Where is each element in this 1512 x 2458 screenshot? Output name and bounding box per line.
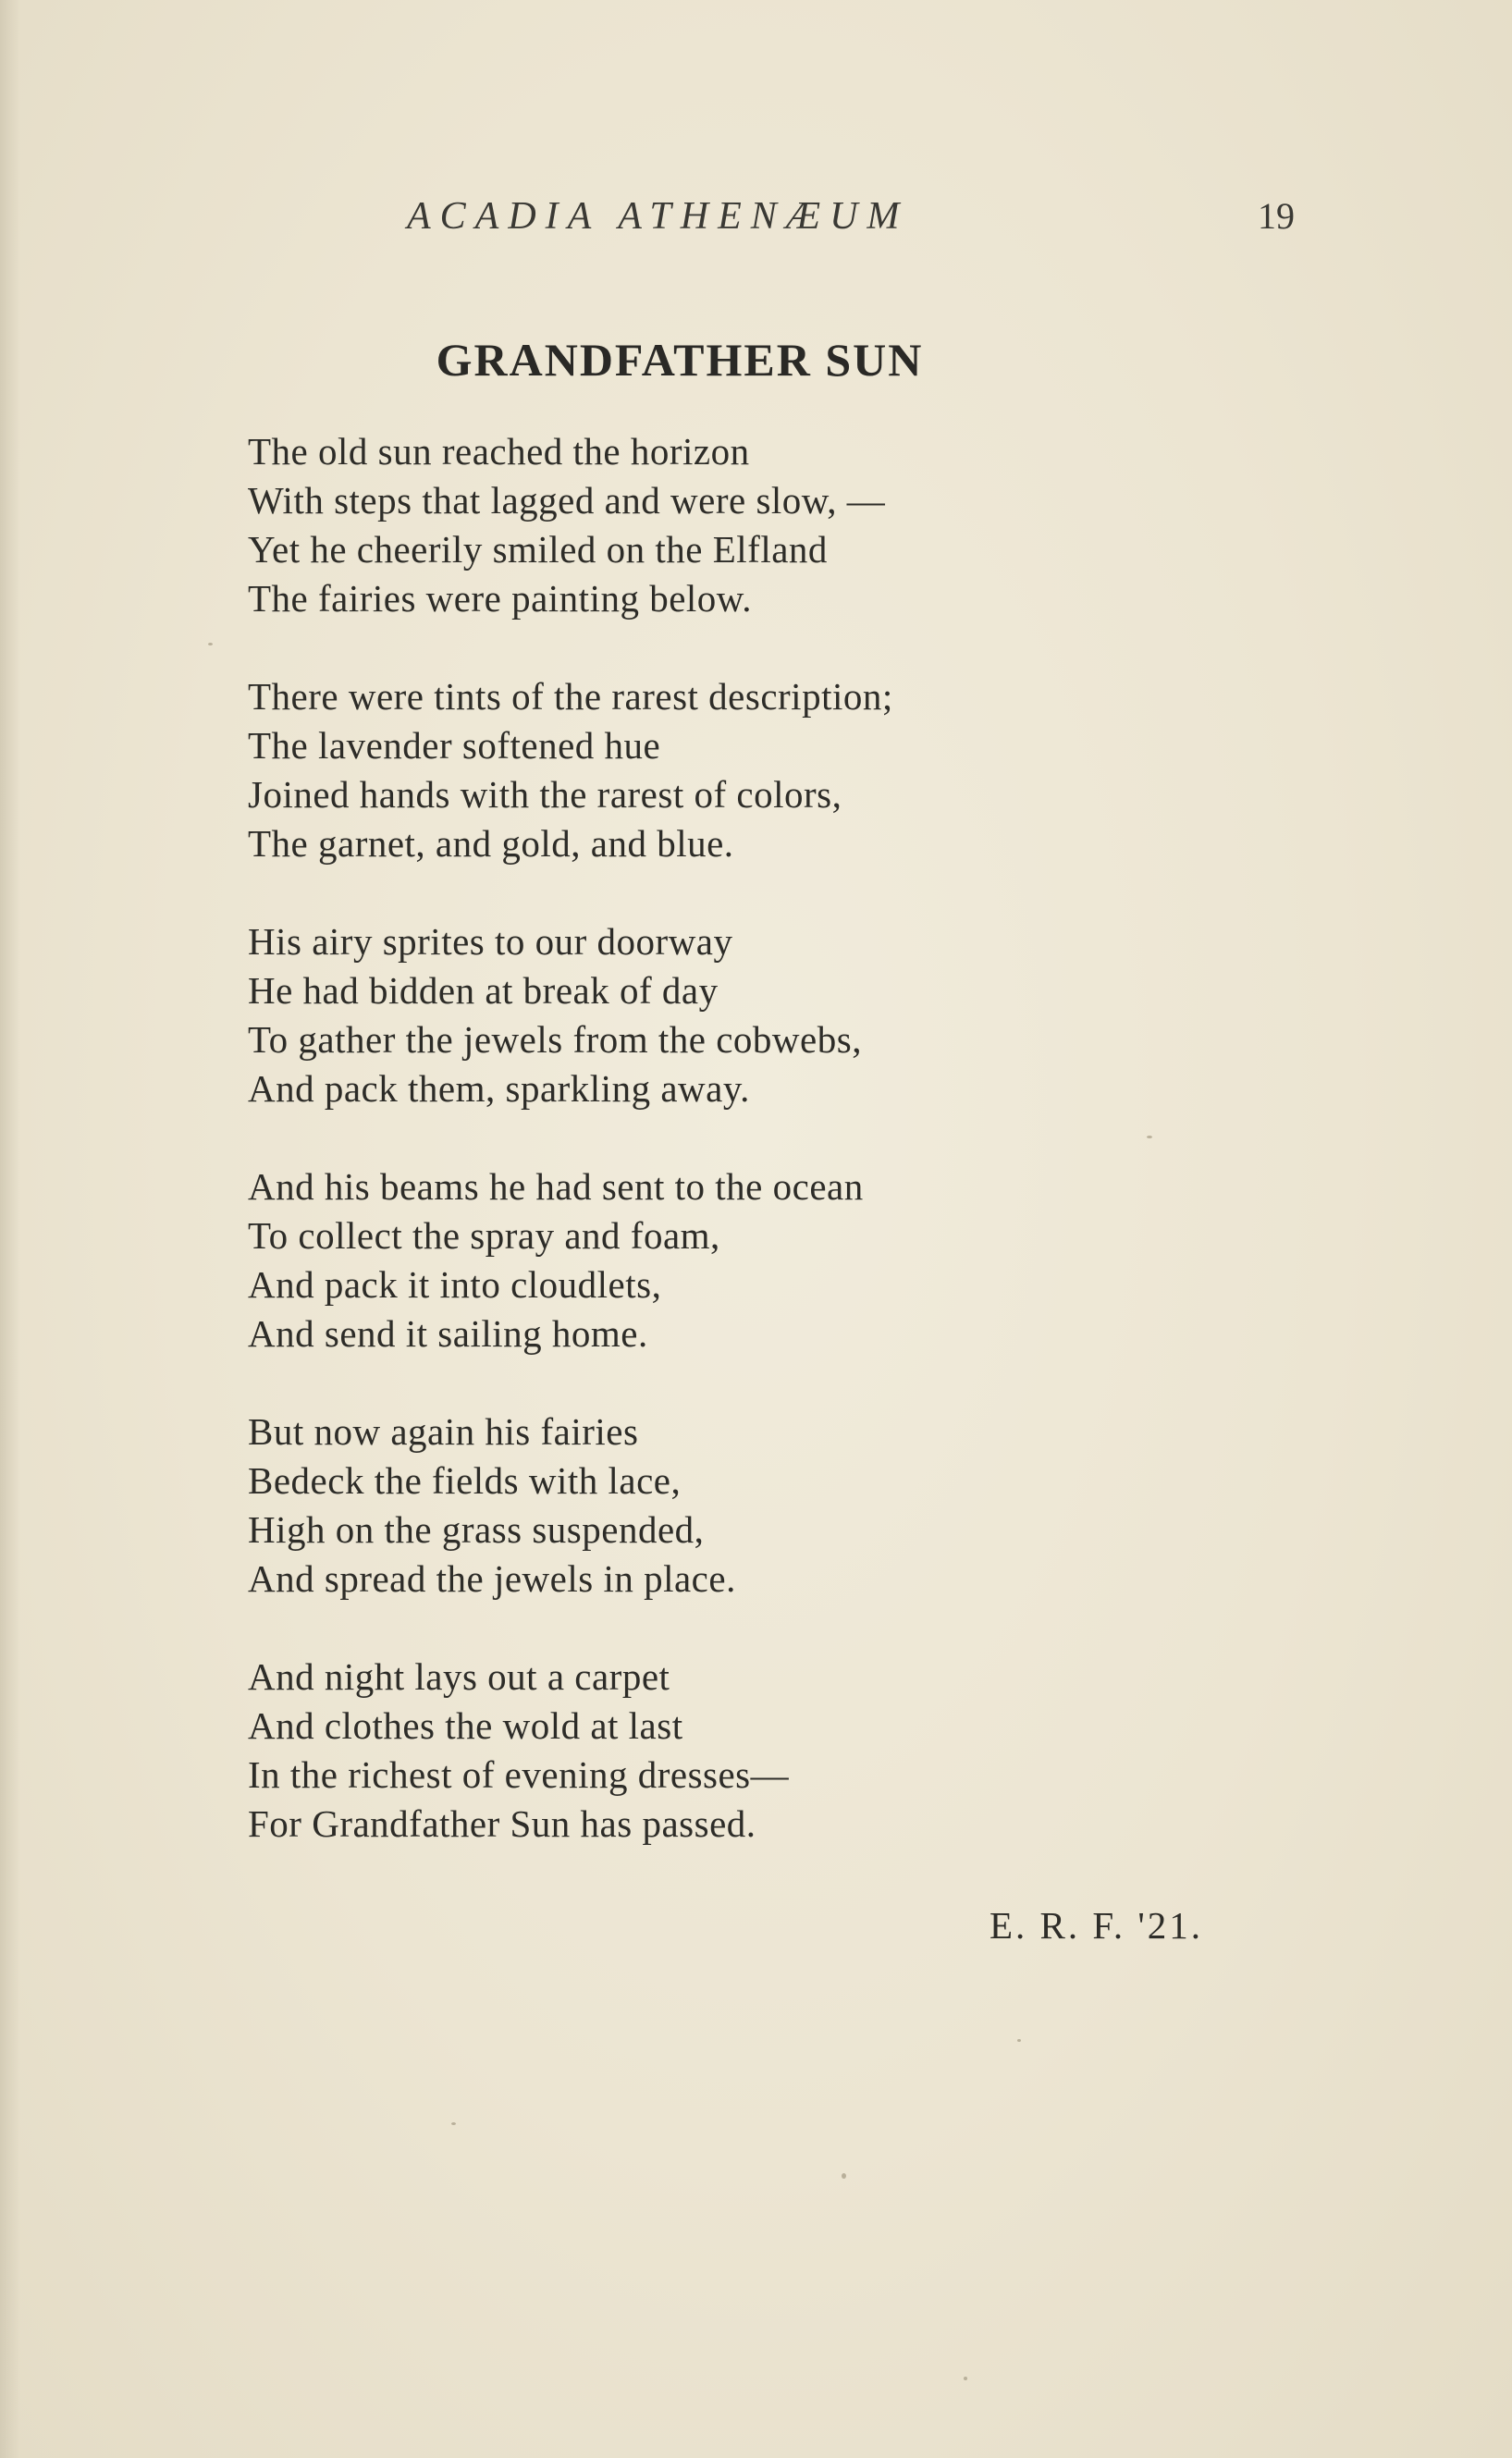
stanza-1 xyxy=(248,427,1173,623)
paper-speck xyxy=(1147,1136,1152,1138)
stanza-4 xyxy=(248,1162,1173,1358)
poem-line: The garnet, and gold, and blue. xyxy=(248,822,734,865)
poem-line: High on the grass suspended, xyxy=(248,1508,705,1551)
paper-speck xyxy=(451,2122,456,2125)
poem-line: And spread the jewels in place. xyxy=(248,1557,736,1600)
poem-line: The fairies were painting below. xyxy=(248,577,752,620)
page-number: 19 xyxy=(1258,195,1295,237)
stanza-3 xyxy=(248,917,1173,1113)
poem-title: GRANDFATHER SUN xyxy=(436,334,924,386)
paper-speck xyxy=(1017,2039,1021,2042)
poem-line: But now again his fairies xyxy=(248,1410,639,1453)
poem-line: In the richest of evening dresses— xyxy=(248,1753,790,1796)
signature: E. R. F. '21. xyxy=(990,1904,1204,1947)
stanza-2 xyxy=(248,672,1173,868)
poem-body xyxy=(248,427,1173,1898)
poem-line: To gather the jewels from the cobwebs, xyxy=(248,1018,862,1061)
poem-line: Joined hands with the rarest of colors, xyxy=(248,773,842,816)
poem-line: And clothes the wold at last xyxy=(248,1704,683,1747)
poem-line: There were tints of the rarest description; xyxy=(248,675,893,718)
stanza-5 xyxy=(248,1407,1173,1604)
paper-speck xyxy=(842,2173,846,2179)
poem-line: And pack them, sparkling away. xyxy=(248,1067,750,1110)
running-head xyxy=(0,194,1512,250)
poem-line: And night lays out a carpet xyxy=(248,1655,670,1698)
poem-line: And pack it into cloudlets, xyxy=(248,1263,662,1306)
paper-speck xyxy=(208,643,213,645)
poem-line: With steps that lagged and were slow, — xyxy=(248,479,886,522)
poem-line: The old sun reached the horizon xyxy=(248,430,750,473)
running-title: ACADIA ATHENÆUM xyxy=(407,195,909,238)
poem-line: His airy sprites to our doorway xyxy=(248,920,733,963)
paper-speck xyxy=(964,2377,967,2380)
poem-line: Yet he cheerily smiled on the Elfland xyxy=(248,528,828,571)
poem-line: And his beams he had sent to the ocean xyxy=(248,1165,864,1208)
poem-line: And send it sailing home. xyxy=(248,1312,648,1355)
poem-line: Bedeck the fields with lace, xyxy=(248,1459,682,1502)
poem-line: He had bidden at break of day xyxy=(248,969,719,1012)
poem-line: To collect the spray and foam, xyxy=(248,1214,720,1257)
poem-line: The lavender softened hue xyxy=(248,724,661,767)
stanza-6 xyxy=(248,1653,1173,1849)
poem-line: For Grandfather Sun has passed. xyxy=(248,1802,756,1845)
